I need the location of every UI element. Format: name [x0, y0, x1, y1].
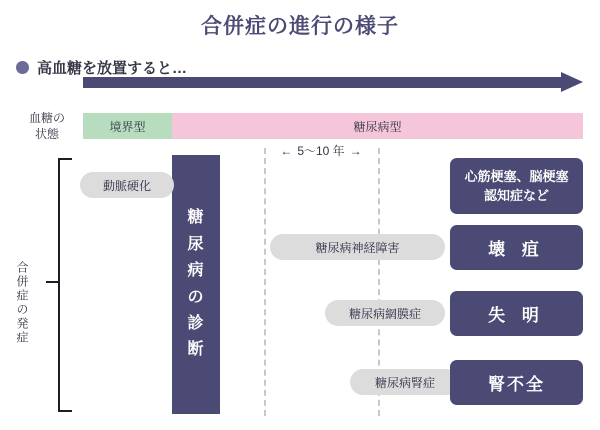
diagnosis-char-4: の	[187, 288, 205, 306]
outcome-box-1	[450, 158, 583, 214]
outcome-1-line2: 認知症など	[483, 188, 549, 203]
stage-box-2: 糖尿病神経障害	[270, 234, 445, 260]
band-diabetes-type: 糖尿病型	[172, 113, 583, 139]
axis-complication-label: 合併症の発症	[15, 261, 29, 345]
timeline-arrow	[83, 72, 583, 94]
outcome-4-line1: 腎不全	[488, 375, 545, 394]
duration-marker	[258, 142, 384, 159]
axis-blood-sugar-label	[16, 110, 78, 142]
right-arrow-icon-small: →	[349, 143, 362, 158]
diagnosis-column	[172, 155, 220, 414]
right-arrow-icon-head	[561, 72, 583, 92]
diagnosis-char-2: 尿	[187, 235, 205, 253]
stage-box-3: 糖尿病網膜症	[325, 300, 445, 326]
axis-blood-sugar-line1: 血糖の	[28, 111, 65, 125]
complication-bracket	[58, 158, 72, 412]
outcome-box-3	[450, 291, 583, 336]
guide-line-left	[264, 148, 266, 416]
axis-blood-sugar-line2: 状態	[34, 127, 59, 142]
diagnosis-char-3: 病	[187, 262, 205, 280]
lead-text: 高血糖を放置すると…	[37, 60, 188, 77]
diagnosis-char-5: 診	[187, 314, 205, 332]
complication-bracket-tick	[46, 281, 59, 283]
right-arrow-icon-bar	[83, 77, 561, 88]
diagnosis-char-6: 断	[187, 341, 205, 359]
band-border-type: 境界型	[83, 113, 172, 139]
outcome-2-line1: 壊 疽	[488, 240, 545, 259]
page-title: 合併症の進行の様子	[201, 15, 399, 38]
duration-marker-text: 5〜10 年	[297, 144, 345, 158]
bullet-dot-icon	[16, 61, 29, 74]
diagnosis-char-1: 糖	[187, 209, 205, 227]
outcome-1-line1: 心筋梗塞、脳梗塞	[464, 168, 569, 184]
outcome-3-line1: 失 明	[488, 306, 545, 325]
stage-box-4: 糖尿病腎症	[350, 369, 460, 395]
outcome-box-2	[450, 225, 583, 270]
stage-box-1: 動脈硬化	[80, 172, 174, 198]
left-arrow-icon: ←	[280, 143, 293, 158]
outcome-box-4	[450, 360, 583, 405]
